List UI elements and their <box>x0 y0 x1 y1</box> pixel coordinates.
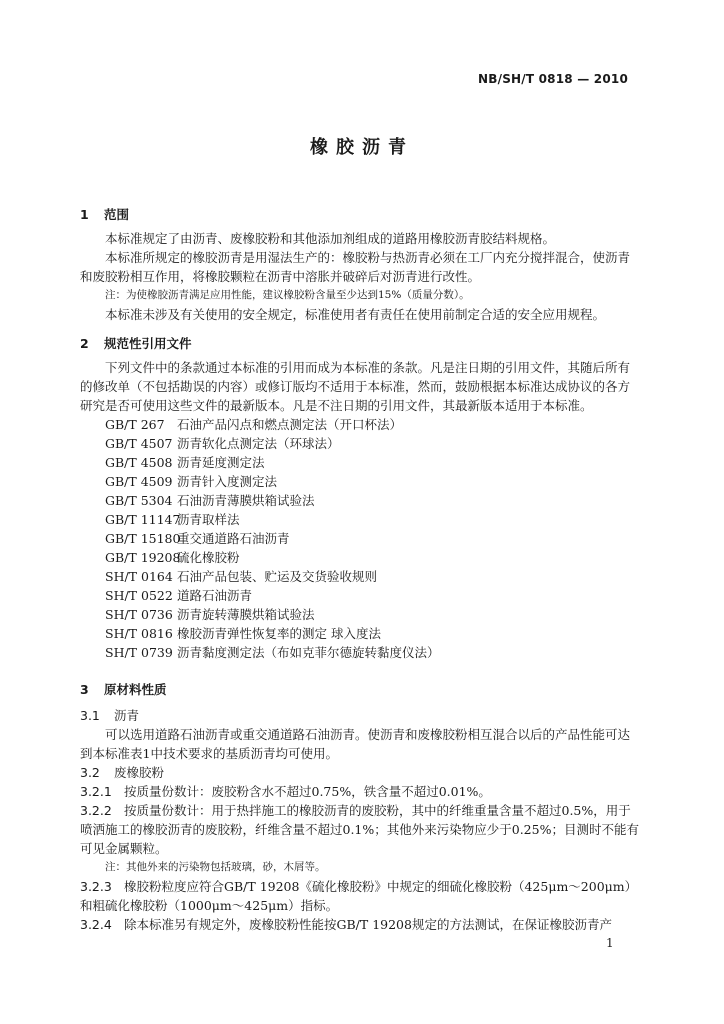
reference-title: 沥青黏度测定法（布如克菲尔德旋转黏度仪法） <box>177 645 440 660</box>
clause-text: 除本标准另有规定外，废橡胶粉性能按GB/T 19208规定的方法测试，在保证橡胶沥青产 <box>124 917 612 932</box>
page-title: 橡胶沥青 <box>310 137 414 158</box>
reference-code: SH/T 0816 <box>105 626 173 641</box>
section-heading <box>80 205 640 224</box>
reference-title: 沥青针入度测定法 <box>177 474 278 489</box>
clause-number: 3.2.3 <box>80 879 112 894</box>
reference-code: SH/T 0736 <box>105 607 173 622</box>
reference-item <box>80 529 640 548</box>
section-2-body <box>80 358 640 662</box>
section-title: 范围 <box>104 207 130 222</box>
reference-title: 石油沥青薄膜烘箱试验法 <box>177 493 315 508</box>
reference-item <box>80 453 640 472</box>
clause-text: 按质量份数计：废胶粉含水不超过0.75%，铁含量不超过0.01%。 <box>124 784 491 799</box>
reference-code: GB/T 19208 <box>105 550 181 565</box>
reference-code: GB/T 5304 <box>105 493 173 508</box>
standard-number: NB/SH/T 0818 — 2010 <box>478 72 628 86</box>
clause-number: 3.2.2 <box>80 803 112 818</box>
reference-item <box>80 643 640 662</box>
reference-item <box>80 415 640 434</box>
section-heading <box>80 680 640 699</box>
reference-title: 沥青延度测定法 <box>177 455 265 470</box>
subsection-number: 3.2 <box>80 765 100 780</box>
reference-code: GB/T 15180 <box>105 531 181 546</box>
clause-number: 3.2.4 <box>80 917 112 932</box>
reference-item <box>80 510 640 529</box>
paragraph: 本标准规定了由沥青、废橡胶粉和其他添加剂组成的道路用橡胶沥青胶结料规格。 <box>105 231 556 246</box>
reference-code: GB/T 4509 <box>105 474 173 489</box>
reference-list <box>80 415 640 662</box>
reference-title: 硫化橡胶粉 <box>177 550 240 565</box>
reference-item <box>80 605 640 624</box>
reference-item <box>80 548 640 567</box>
reference-title: 沥青软化点测定法（环球法） <box>177 436 340 451</box>
reference-code: SH/T 0739 <box>105 645 173 660</box>
reference-title: 道路石油沥青 <box>177 588 253 603</box>
section-2 <box>80 334 640 353</box>
reference-code: SH/T 0164 <box>105 569 173 584</box>
section-3-body <box>80 706 640 934</box>
section-title: 原材料性质 <box>104 682 167 697</box>
clause-text: 橡胶粉粒度应符合GB/T 19208《硫化橡胶粉》中规定的细硫化橡胶粉（425μm～200μm）和粗硫化橡胶粉（1000μm～425μm）指标。 <box>80 879 638 913</box>
clause <box>80 877 640 915</box>
clause-text: 按质量份数计：用于热拌施工的橡胶沥青的废胶粉，其中的纤维重量含量不超过0.5%，用于喷洒施工的橡胶沥青的废胶粉，纤维含量不超过0.1%；其他外来污染物应少于0.25%；目测时不能有可见金属颗粒。 <box>80 803 639 856</box>
clause <box>80 915 640 934</box>
clause <box>80 782 640 801</box>
clause <box>80 801 640 858</box>
note: 注：为使橡胶沥青满足应用性能，建议橡胶粉含量至少达到15%（质量分数）。 <box>105 289 470 301</box>
reference-title: 重交通道路石油沥青 <box>177 531 290 546</box>
reference-code: GB/T 267 <box>105 417 165 432</box>
reference-item <box>80 491 640 510</box>
clause-number: 3.2.1 <box>80 784 112 799</box>
reference-code: GB/T 4508 <box>105 455 173 470</box>
reference-title: 橡胶沥青弹性恢复率的测定 球入度法 <box>177 626 381 641</box>
section-number: 2 <box>80 336 89 351</box>
section-number: 1 <box>80 207 89 222</box>
paragraph: 本标准未涉及有关使用的安全规定，标准使用者有责任在使用前制定合适的安全应用规程。 <box>105 307 606 322</box>
paragraph: 可以选用道路石油沥青或重交通道路石油沥青。使沥青和废橡胶粉相互混合以后的产品性能可达到本标准表1中技术要求的基质沥青均可使用。 <box>80 727 631 761</box>
paragraph: 本标准所规定的橡胶沥青是用湿法生产的：橡胶粉与热沥青必须在工厂内充分搅拌混合，使沥青和废胶粉相互作用，将橡胶颗粒在沥青中溶胀并破碎后对沥青进行改性。 <box>80 250 631 284</box>
reference-item <box>80 472 640 491</box>
reference-item <box>80 624 640 643</box>
note: 注：其他外来的污染物包括玻璃，砂，木屑等。 <box>105 861 326 873</box>
section-3 <box>80 680 640 699</box>
section-1 <box>80 205 640 224</box>
section-1-body <box>80 229 640 324</box>
reference-code: GB/T 11147 <box>105 512 181 527</box>
page-number: 1 <box>606 936 614 950</box>
reference-code: GB/T 4507 <box>105 436 173 451</box>
reference-item <box>80 567 640 586</box>
paragraph: 下列文件中的条款通过本标准的引用而成为本标准的条款。凡是注日期的引用文件，其随后所有的修改单（不包括勘误的内容）或修订版均不适用于本标准，然而，鼓励根据本标准达成协议的各方研究是否可使用这些文件的最新版本。凡是不注日期的引用文件，其最新版本适用于本标准。 <box>80 360 631 413</box>
reference-title: 沥青取样法 <box>177 512 240 527</box>
reference-item <box>80 586 640 605</box>
section-number: 3 <box>80 682 89 697</box>
subsection-title: 废橡胶粉 <box>114 765 165 780</box>
subsection-title: 沥青 <box>114 708 140 723</box>
reference-title: 沥青旋转薄膜烘箱试验法 <box>177 607 315 622</box>
subsection-number: 3.1 <box>80 708 100 723</box>
section-title: 规范性引用文件 <box>104 336 192 351</box>
subsection-heading <box>80 706 640 725</box>
reference-code: SH/T 0522 <box>105 588 173 603</box>
section-heading <box>80 334 640 353</box>
reference-title: 石油产品包装、贮运及交货验收规则 <box>177 569 378 584</box>
reference-item <box>80 434 640 453</box>
reference-title: 石油产品闪点和燃点测定法（开口杯法） <box>177 417 403 432</box>
subsection-heading <box>80 763 640 782</box>
